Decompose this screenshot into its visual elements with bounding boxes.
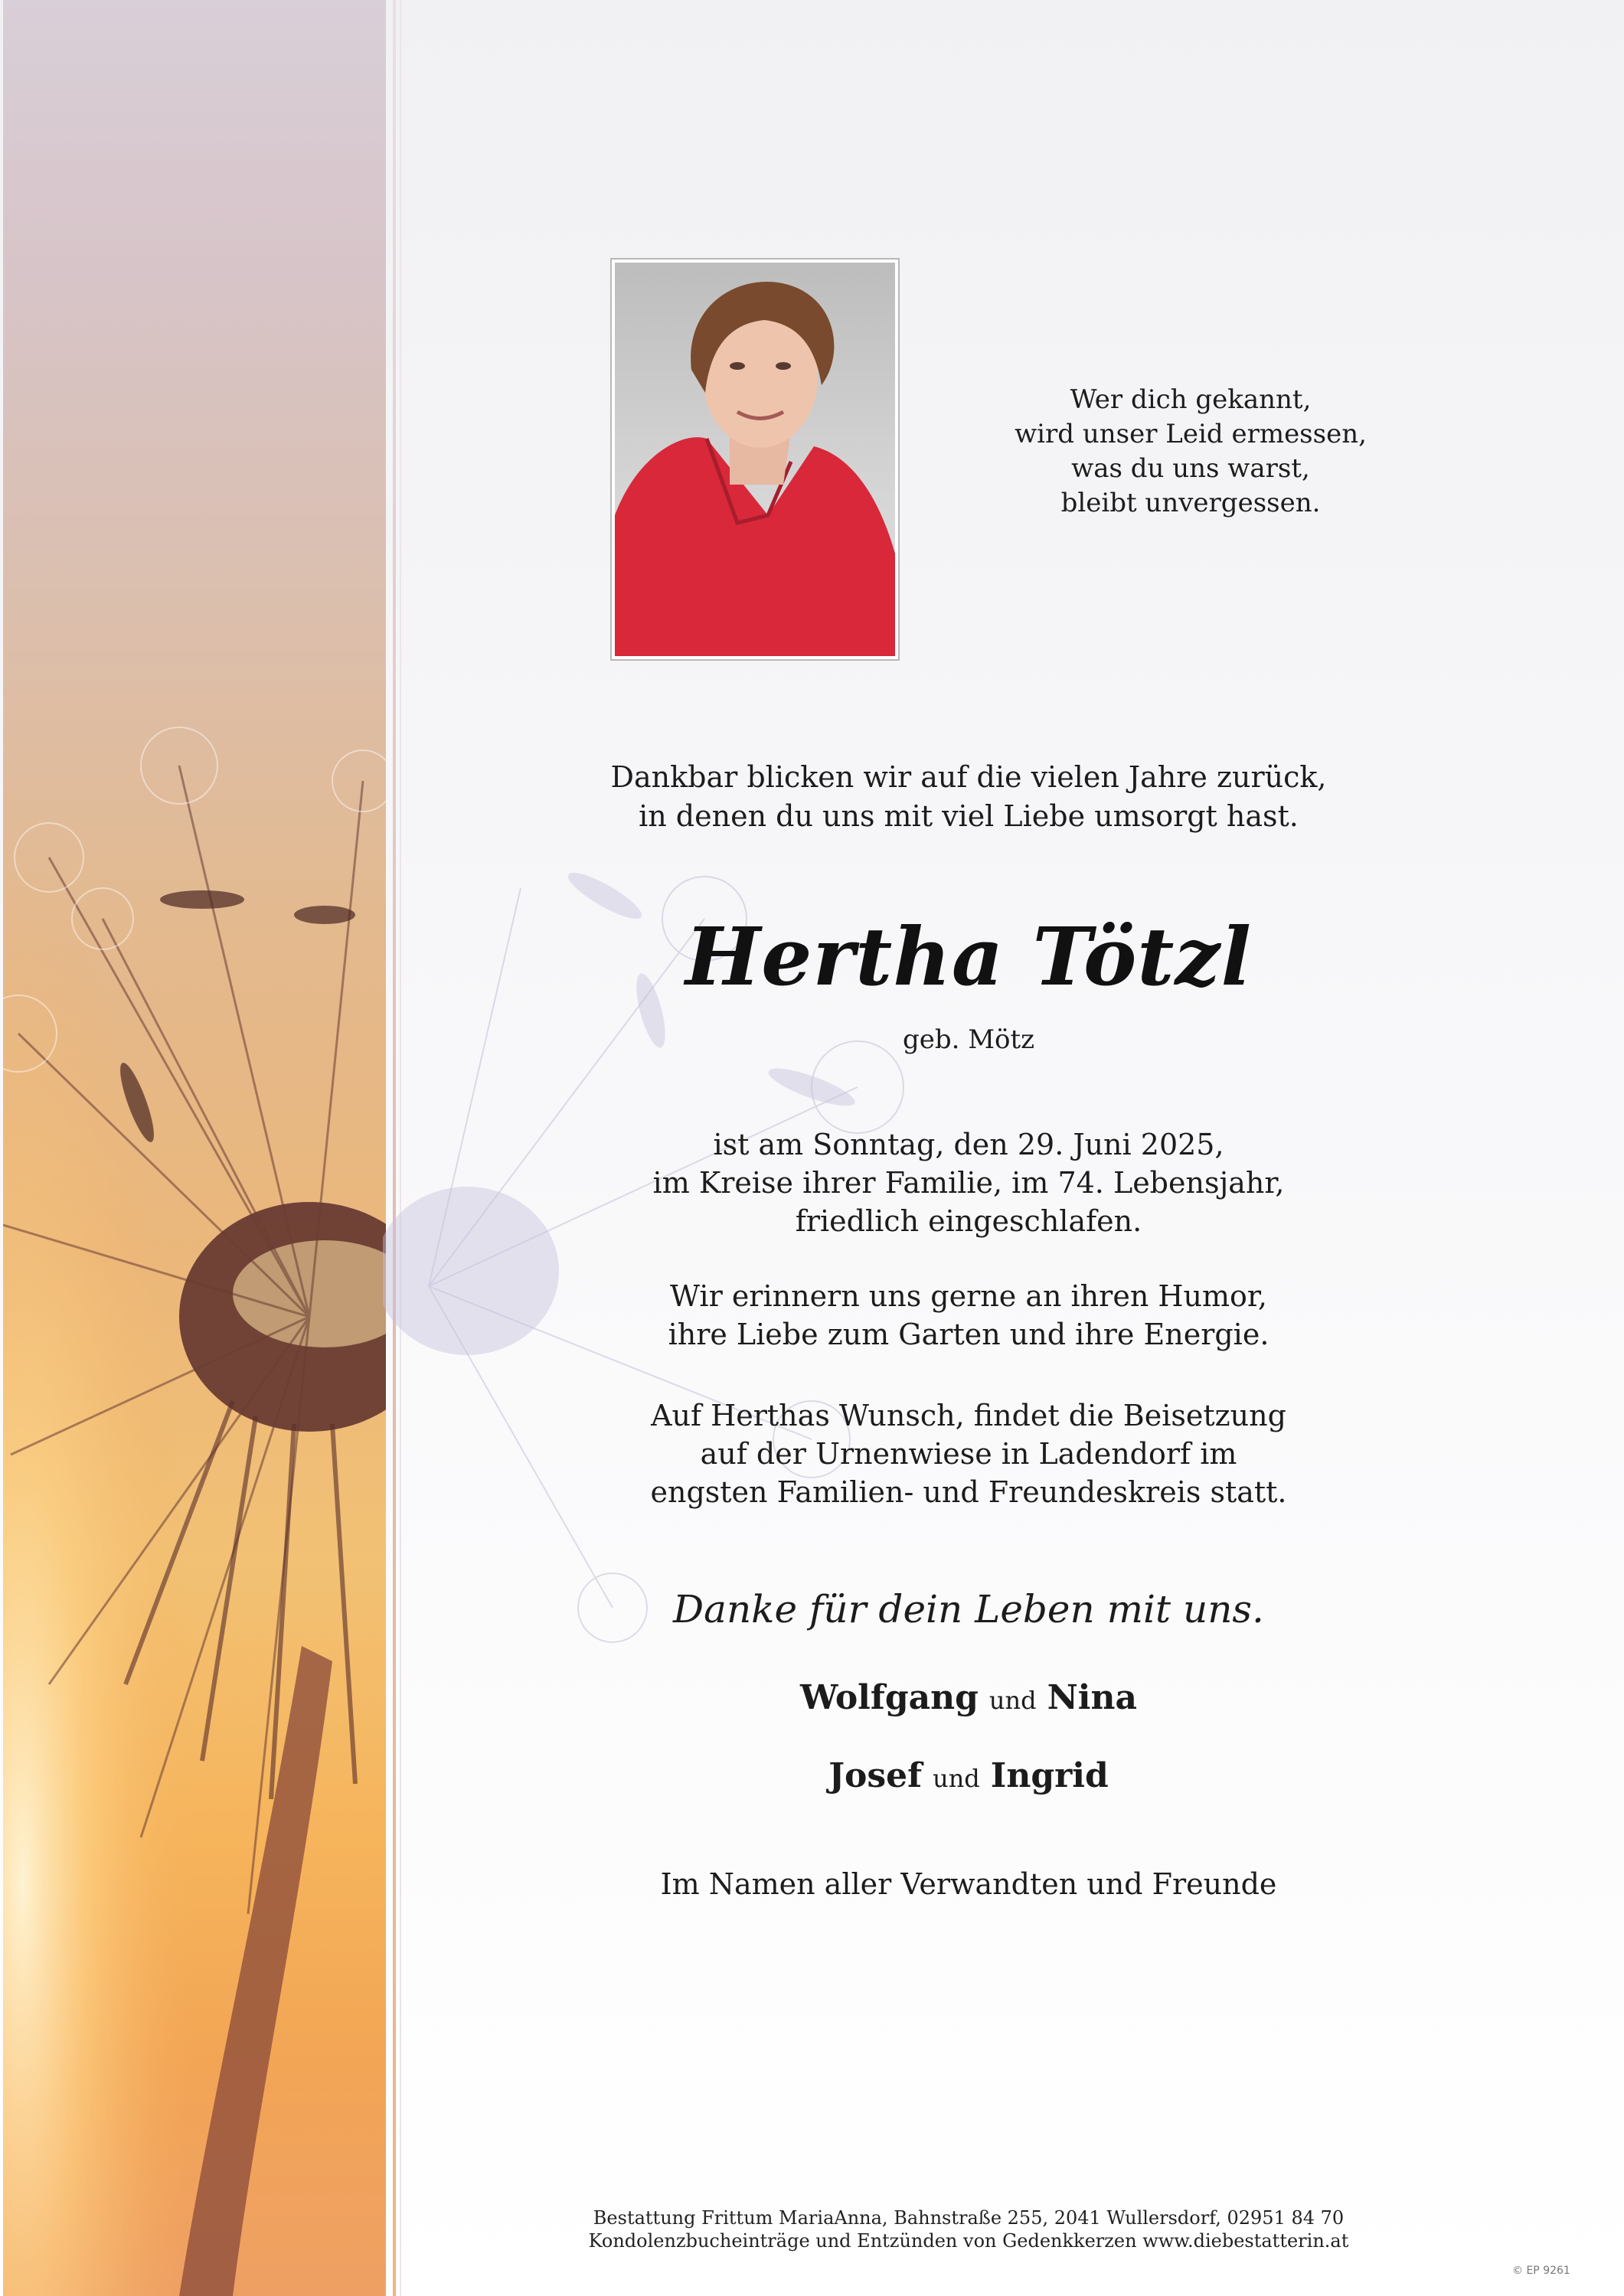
poem (949, 383, 1432, 521)
paragraph-line: engsten Familien- und Freundeskreis statt. (650, 1475, 1287, 1509)
footer-address: Bestattung Frittum MariaAnna, Bahnstraße 255, 2041 Wullersdorf, 02951 84 70 (593, 2207, 1345, 2229)
family-member: Nina (1047, 1678, 1137, 1717)
footer-website: Kondolenzbucheinträge und Entzünden von Gedenkkerzen www.diebestatterin.at (588, 2230, 1349, 2252)
family-connector: und (988, 1686, 1037, 1715)
paragraph-line: ist am Sonntag, den 29. Juni 2025, (713, 1128, 1224, 1161)
intro-line: Dankbar blicken wir auf die vielen Jahre zurück, (610, 760, 1327, 794)
poem-line: wird unser Leid ermessen, (1015, 419, 1367, 449)
poem-line: Wer dich gekannt, (1070, 384, 1312, 415)
family-member: Ingrid (990, 1756, 1109, 1795)
family-member: Wolfgang (800, 1678, 979, 1717)
dandelion-side-image (3, 0, 386, 2296)
dandelion-overlay-graphic (383, 689, 1072, 1837)
announcement-paragraph-3 (567, 1396, 1371, 1511)
intro-text (567, 758, 1371, 836)
poem-line: was du uns warst, (1071, 453, 1310, 484)
paragraph-line: Wir erinnern uns gerne an ihren Humor, (670, 1279, 1267, 1313)
thanks-line: Danke für dein Leben mit uns. (673, 1587, 1264, 1631)
paragraph-line: im Kreise ihrer Familie, im 74. Lebensjahr, (652, 1166, 1285, 1200)
intro-line: in denen du uns mit viel Liebe umsorgt hast. (639, 799, 1299, 833)
poem-line: bleibt unvergessen. (1060, 488, 1321, 518)
family-entry (567, 1753, 1371, 1801)
print-code: © EP 9261 (1512, 2265, 1570, 2277)
family-connector: und (933, 1764, 980, 1793)
portrait-frame (610, 258, 900, 661)
announcement-paragraph-1 (567, 1125, 1371, 1240)
family-member: Josef (828, 1756, 923, 1795)
announcement-paragraph-2 (567, 1277, 1371, 1354)
deceased-name: Hertha Tötzl (685, 910, 1252, 1004)
closing-line: Im Namen aller Verwandten und Freunde (660, 1867, 1277, 1901)
paragraph-line: friedlich eingeschlafen. (795, 1204, 1142, 1238)
paragraph-line: auf der Urnenwiese in Ladendorf im (700, 1437, 1237, 1471)
paragraph-line: Auf Herthas Wunsch, findet die Beisetzung (651, 1399, 1286, 1432)
funeral-home-footer (567, 2206, 1371, 2252)
maiden-name: geb. Mötz (902, 1024, 1035, 1055)
paragraph-line: ihre Liebe zum Garten und ihre Energie. (668, 1318, 1269, 1351)
family-entry (567, 1675, 1371, 1723)
portrait-photo (615, 263, 895, 656)
